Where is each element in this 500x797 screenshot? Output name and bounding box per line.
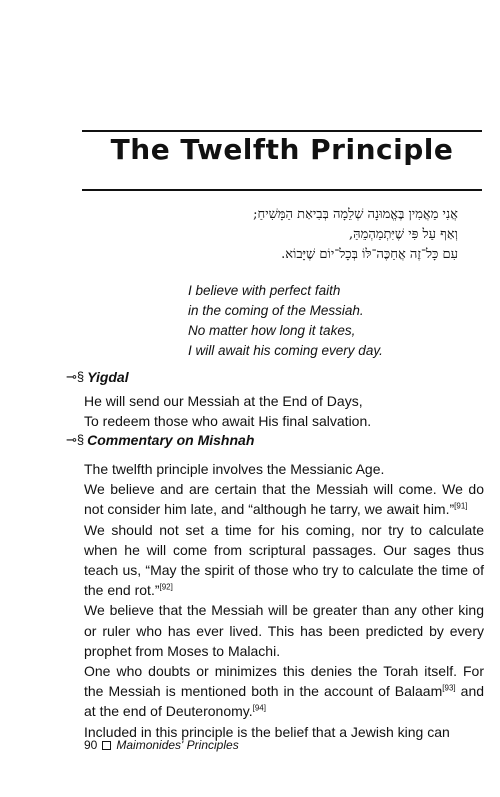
yigdal-line: He will send our Messiah at the End of Days, — [84, 393, 363, 409]
section-heading-commentary — [66, 432, 254, 448]
section-ornament-icon: ⊸§ — [66, 432, 85, 447]
paragraph-text: We believe that the Messiah will be greater than any other king or ruler who has ever lived. This has been predicted by every prophet from Moses to Malachi. — [84, 602, 484, 659]
english-translation — [188, 281, 383, 361]
hebrew-line: וְאַף עַל פִּי שֶׁיִּתְמַהְמֵהַּ, — [349, 227, 458, 242]
yigdal-line: To redeem those who await His final salvation. — [84, 413, 372, 429]
paragraph — [84, 600, 484, 661]
paragraph-text: The twelfth principle involves the Messianic Age. — [84, 461, 385, 477]
paragraph-text: We should not set a time for his coming, nor try to calculate when he will come from scriptural passages. Our sages thus teach us, “May the spirit of those who try to calculate the time of the end rot.” — [84, 521, 484, 599]
paragraph — [84, 459, 484, 479]
page-footer — [84, 738, 239, 752]
paragraph-text: Included in this principle is the belief that a Jewish king can — [84, 723, 450, 740]
footnote-ref: [93] — [442, 683, 456, 693]
page-number: 90 — [84, 738, 98, 752]
paragraph — [84, 479, 484, 519]
translation-line: in the coming of the Messiah. — [188, 303, 364, 318]
title-rule-bottom — [82, 189, 482, 191]
section-heading-yigdal — [66, 369, 129, 385]
paragraph-text: We believe and are certain that the Messiah will come. We do not consider him late, and “although he tarry, we await him.” — [84, 481, 484, 518]
footnote-ref: [94] — [252, 703, 266, 713]
paragraph — [84, 520, 484, 601]
running-title: Maimonides' Principles — [116, 738, 239, 752]
yigdal-verse — [84, 391, 371, 431]
hebrew-line: אֲנִי מַאֲמִין בֶּאֱמוּנָה שְׁלֵמָה בְּבִיאַת הַמָּשִׁיחַ; — [253, 207, 458, 222]
paragraph — [84, 661, 484, 722]
translation-line: I will await his coming every day. — [188, 343, 383, 358]
footnote-ref: [91] — [454, 501, 468, 511]
section-ornament-icon: ⊸§ — [66, 369, 85, 384]
hebrew-line: עִם כָּל־זֶה אֲחַכֶּה־לּוֹ בְּכָל־יוֹם שֶׁיָּבוֹא. — [281, 247, 458, 262]
translation-line: I believe with perfect faith — [188, 283, 341, 298]
square-bullet-icon — [102, 741, 111, 750]
section-heading-text: Commentary on Mishnah — [87, 432, 255, 448]
paragraph-text: One who doubts or minimizes this denies the Torah itself. For the Messiah is mentioned both in the account of Balaam — [84, 663, 484, 700]
paragraph-text: and at the end of Deuteronomy. — [84, 683, 485, 720]
hebrew-verse — [158, 205, 458, 265]
chapter-title: The Twelfth Principle — [110, 133, 454, 166]
footnote-ref: [92] — [159, 582, 173, 592]
section-heading-text: Yigdal — [87, 369, 129, 385]
translation-line: No matter how long it takes, — [188, 323, 356, 338]
commentary-body — [84, 459, 484, 742]
title-rule-top — [82, 130, 482, 132]
